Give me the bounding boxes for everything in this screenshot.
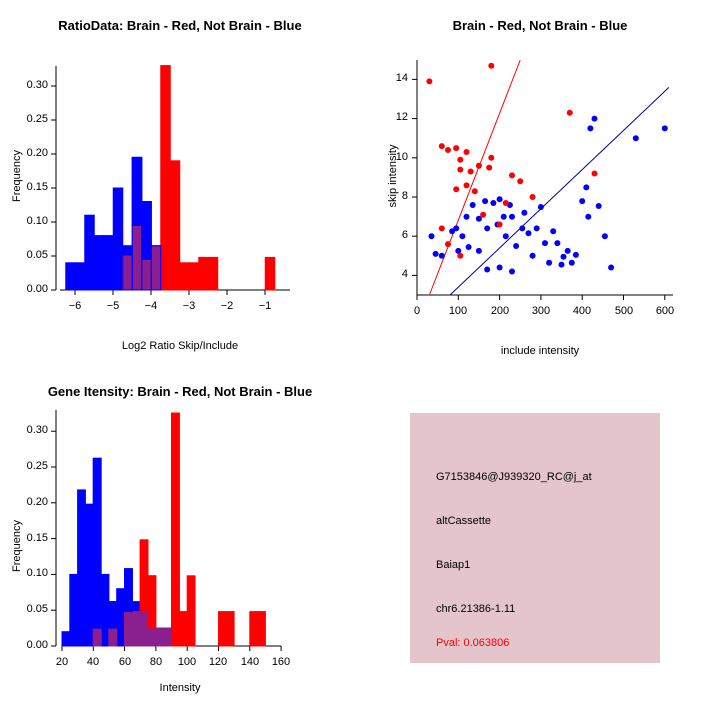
- intensity-xtick-5: 120: [208, 656, 228, 668]
- intensity-histogram-xlabel: Intensity: [159, 682, 201, 694]
- scatter-xtick-5: 500: [614, 305, 634, 317]
- intensity-ytick-4: 0.20: [26, 496, 48, 508]
- scatter-xtick-3: 300: [531, 305, 551, 317]
- scatter-ylabel: skip intensity: [387, 144, 399, 208]
- ratio-ytick-2: 0.10: [26, 215, 48, 227]
- panel-ratio-histogram: [0, 0, 360, 360]
- ratio-ytick-5: 0.25: [26, 113, 48, 125]
- panel-intensity-histogram: [0, 360, 400, 720]
- ratio-xtick-1: −5: [106, 300, 120, 312]
- event-type-label: altCassette: [436, 515, 492, 527]
- intensity-xtick-2: 60: [118, 656, 132, 668]
- pvalue-label: Pval: 0.063806: [436, 637, 510, 649]
- intensity-xtick-1: 40: [86, 656, 100, 668]
- ratio-xtick-3: −3: [182, 300, 196, 312]
- scatter-ytick-5: 14: [395, 72, 408, 84]
- intensity-xtick-0: 20: [55, 656, 69, 668]
- intensity-histogram-ylabel: Frequency: [11, 520, 23, 572]
- ratio-ytick-0: 0.00: [26, 283, 48, 295]
- scatter-ytick-3: 10: [395, 151, 408, 163]
- ratio-ytick-1: 0.05: [26, 249, 48, 261]
- scatter-ytick-1: 6: [401, 229, 408, 241]
- ratio-xtick-2: −4: [144, 300, 158, 312]
- scatter-ytick-4: 12: [395, 111, 408, 123]
- intensity-ytick-3: 0.15: [26, 532, 48, 544]
- ratio-histogram-title: RatioData: Brain - Red, Not Brain - Blue: [58, 18, 302, 33]
- ratio-histogram-ylabel: Frequency: [11, 150, 23, 202]
- ratio-histogram-xlabel: Log2 Ratio Skip/Include: [121, 340, 239, 352]
- ratio-xtick-0: −6: [68, 300, 82, 312]
- ratio-xtick-4: −2: [220, 300, 234, 312]
- scatter-xtick-1: 100: [448, 305, 468, 317]
- ratio-ytick-4: 0.20: [26, 147, 48, 159]
- intensity-histogram-title: Gene Itensity: Brain - Red, Not Brain - Blue: [47, 384, 313, 399]
- ratio-ytick-3: 0.15: [26, 181, 48, 193]
- intensity-ytick-6: 0.30: [26, 424, 48, 436]
- intensity-ytick-0: 0.00: [26, 639, 48, 651]
- intensity-ytick-2: 0.10: [26, 567, 48, 579]
- scatter-xlabel: include intensity: [500, 345, 580, 357]
- scatter-title: Brain - Red, Not Brain - Blue: [452, 18, 628, 33]
- intensity-xtick-4: 100: [177, 656, 197, 668]
- intensity-xtick-7: 160: [271, 656, 291, 668]
- ratio-ytick-6: 0.30: [26, 79, 48, 91]
- probe-id-label: G7153846@J939320_RC@j_at: [436, 471, 592, 483]
- intensity-xtick-6: 140: [240, 656, 260, 668]
- scatter-xtick-6: 600: [655, 305, 675, 317]
- intensity-ytick-5: 0.25: [26, 460, 48, 472]
- gene-name-label: Baiap1: [436, 559, 471, 571]
- scatter-ytick-2: 8: [401, 190, 408, 202]
- ratio-xtick-5: −1: [258, 300, 272, 312]
- scatter-ytick-0: 4: [401, 268, 408, 280]
- scatter-xtick-2: 200: [490, 305, 510, 317]
- intensity-ytick-1: 0.05: [26, 603, 48, 615]
- panel-scatter: [360, 0, 720, 360]
- gene-info-panel: [410, 413, 660, 663]
- scatter-xtick-0: 0: [413, 305, 421, 317]
- scatter-xtick-4: 400: [572, 305, 592, 317]
- locus-label: chr6.21386-1.11: [436, 603, 516, 615]
- intensity-xtick-3: 80: [149, 656, 163, 668]
